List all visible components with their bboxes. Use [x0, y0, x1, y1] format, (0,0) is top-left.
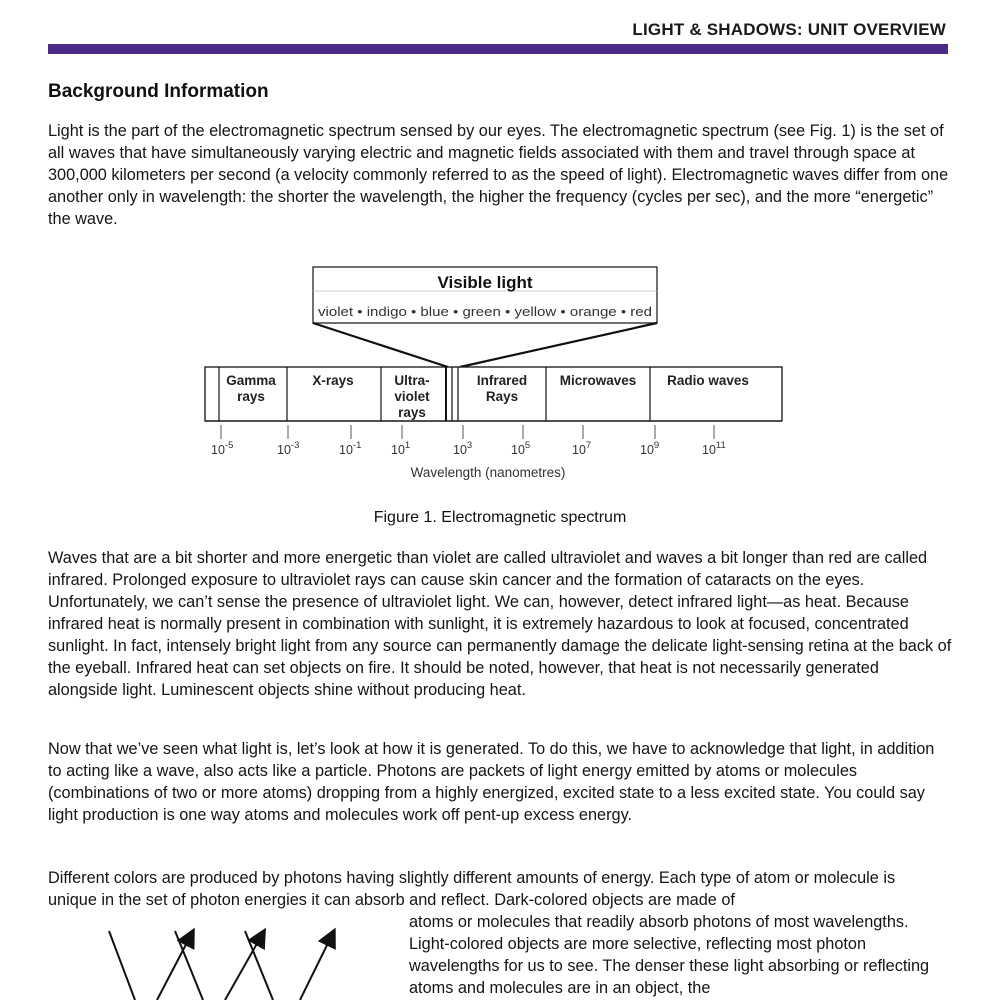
- reflected-ray: [225, 933, 263, 1000]
- light-reflection-diagram: [95, 925, 355, 1000]
- incoming-ray: [175, 931, 203, 1000]
- band-label-ultraviolet: Ultra-: [394, 373, 430, 388]
- paragraph-light-generation: Now that we’ve seen what light is, let’s look at how it is generated. To do this, we have to acknowledge that light, in addition to acting like a wave, also acts like a particle. Photons are packets of light energy emitted by atoms or molecules (combinations of two or more atoms) dropping from a highly energized, excited state to a less excited state. You could say light production is one way atoms and molecules work off pent-up excess energy.: [48, 740, 935, 824]
- figure-caption: Figure 1. Electromagnetic spectrum: [373, 509, 627, 526]
- tick-label: $10^{-1}$: [339, 440, 362, 457]
- tick-label: $10^9$: [640, 440, 660, 457]
- band-label-ultraviolet: violet: [394, 389, 430, 404]
- band-label-xrays: X-rays: [312, 373, 354, 388]
- paragraph-colors-wrapped: atoms or molecules that readily absorb photons of most wavelengths. Light-colored objects are more selective, reflecting most photon wavelengths for us to see. The denser these light absorbing or reflecting atoms and molecules are in an object, the: [409, 913, 930, 997]
- tick-label: $10^1$: [391, 440, 411, 457]
- paragraph-ultraviolet-infrared: Waves that are a bit shorter and more energetic than violet are called ultraviolet and waves a bit longer than red are called infrared. Prolonged exposure to ultraviolet rays can cause skin cancer and the formation of cataracts on the eyes. Unfortunately, we can’t sense the presence of ultraviolet light. We can, however, detect infrared light—as heat. Because infrared heat is normally present in combination with sunlight, it is extremely hazardous to look at focused, concentrated sunlight. In fact, intensely bright light from any source can permanently damage the delicate light-sensing retina at the back of the eyeball. Infrared heat can set objects on fire. It should be noted, however, that heat is not necessarily generated alongside light. Luminescent objects shine without producing heat.: [48, 549, 952, 699]
- tick-label: $10^7$: [572, 440, 592, 457]
- reflected-ray: [300, 933, 333, 1000]
- band-label-ultraviolet: rays: [398, 405, 426, 420]
- tick-label: $10^{11}$: [702, 440, 726, 457]
- tick-label: $10^{-5}$: [211, 440, 234, 457]
- visible-light-title: Visible light: [437, 273, 533, 292]
- page-header-title: LIGHT & SHADOWS: UNIT OVERVIEW: [632, 20, 946, 39]
- header-accent-bar: [48, 44, 948, 54]
- tick-label: $10^5$: [511, 440, 531, 457]
- reflected-ray: [157, 933, 192, 1000]
- section-heading: Background Information: [48, 81, 269, 102]
- incoming-ray: [109, 931, 135, 1000]
- visible-light-colors: violet • indigo • blue • green • yellow • orange • red: [318, 304, 652, 319]
- tick-label: $10^3$: [453, 440, 473, 457]
- band-label-radio: Radio waves: [667, 373, 749, 388]
- band-label-gamma: Gamma: [226, 373, 276, 388]
- band-label-gamma: rays: [237, 389, 265, 404]
- visible-funnel-left: [313, 323, 448, 367]
- axis-label: Wavelength (nanometres): [410, 465, 566, 480]
- paragraph-intro: Light is the part of the electromagnetic spectrum sensed by our eyes. The electromagnetic spectrum (see Fig. 1) is the set of all waves that have simultaneously varying electric and magnetic fields associated with them and travel through space at 300,000 kilometers per second (a velocity commonly referred to as the speed of light). Electromagnetic waves differ from one another only in wavelength: the shorter the wavelength, the higher the frequency (cycles per sec), and the more “energetic” the wave.: [48, 122, 949, 228]
- band-label-microwaves: Microwaves: [559, 373, 637, 388]
- visible-funnel-right: [460, 323, 657, 367]
- band-label-infrared: Infrared: [476, 373, 528, 388]
- tick-label: $10^{-3}$: [277, 440, 300, 457]
- band-label-infrared: Rays: [485, 389, 519, 404]
- electromagnetic-spectrum-figure: [0, 255, 1000, 495]
- paragraph-colors: Different colors are produced by photons having slightly different amounts of energy. Each type of atom or molecule is unique in the set of photon energies it can absorb and reflect. Dark-colored objects are made of: [48, 869, 896, 909]
